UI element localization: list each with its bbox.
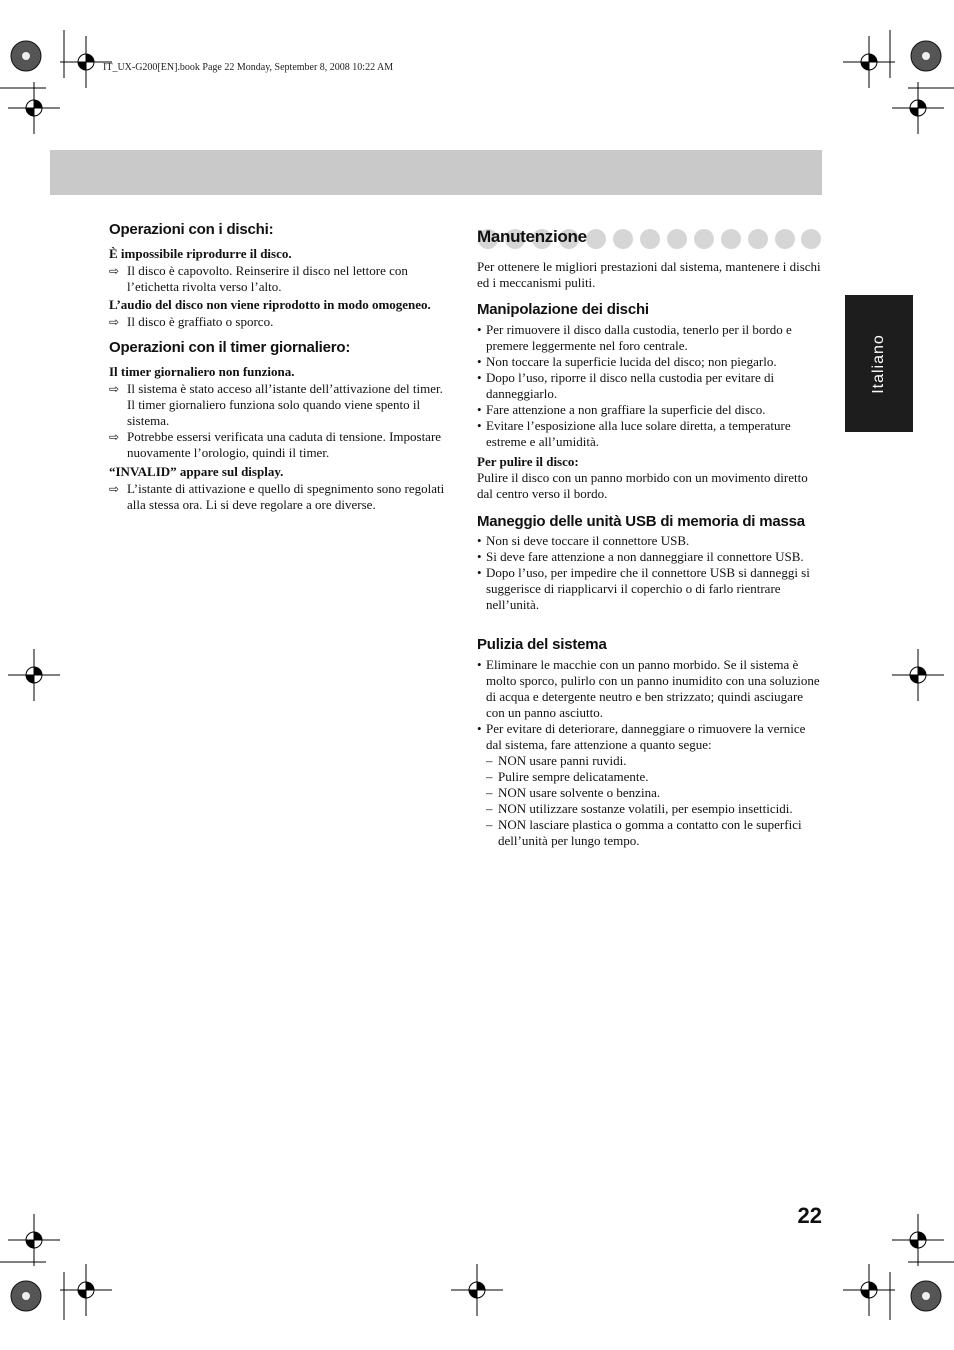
language-tab-label: Italiano	[870, 333, 887, 394]
list-subitem: – NON lasciare plastica o gomma a contatto con le superfici dell’unità per lungo tempo.	[486, 817, 802, 848]
left-section-disc	[109, 220, 454, 330]
problem-title: È impossibile riprodurre il disco.	[109, 246, 292, 261]
right-column	[477, 226, 822, 849]
arrow-icon: ⇨	[109, 430, 120, 444]
list-item: • Evitare l’esposizione alla luce solare diretta, a temperature estreme e all’umidità.	[477, 418, 791, 449]
list-item: • Non si deve toccare il connettore USB.	[477, 533, 690, 548]
list-item: • Non toccare la superficie lucida del disco; non piegarlo.	[477, 354, 777, 369]
list-item: • Per rimuovere il disco dalla custodia, tenerlo per il bordo e premere leggermente nel foro centrale.	[477, 322, 792, 353]
problem-title: “INVALID” appare sul display.	[109, 464, 284, 479]
page-title: Manutenzione	[477, 227, 587, 246]
section-heading: Manipolazione dei dischi	[477, 301, 649, 318]
list-subitem: – NON utilizzare sostanze volatili, per esempio insetticidi.	[486, 801, 793, 816]
arrow-icon: ⇨	[109, 382, 120, 396]
list-subitem: – NON usare solvente o benzina.	[486, 785, 661, 800]
section-heading: Pulizia del sistema	[477, 636, 607, 653]
solution-item: ⇨ L’istante di attivazione e quello di spegnimento sono regolati alla stessa ora. Li si deve regolare a ore diverse.	[109, 481, 445, 512]
solution-item: ⇨ Il disco è capovolto. Reinserire il disco nel lettore con l’etichetta rivolta verso l’alto.	[109, 263, 408, 294]
list-subitem: – Pulire sempre delicatamente.	[486, 769, 649, 784]
list-item: • Eliminare le macchie con un panno morbido. Se il sistema è molto sporco, pulirlo con un panno inumidito con una soluzione di acqua e detergente neutro e ben strizzato; quindi asciugare con un panno asciutto.	[477, 657, 820, 720]
left-section-timer	[109, 338, 454, 513]
section-heading: Maneggio delle unità USB di memoria di massa	[477, 513, 805, 530]
arrow-icon: ⇨	[109, 315, 120, 329]
section-title-row	[477, 226, 822, 250]
intro-text: Per ottenere le migliori prestazioni dal sistema, mantenere i dischi ed i meccanismi puliti.	[477, 259, 821, 290]
problem-title: L’audio del disco non viene riprodotto in modo omogeneo.	[109, 297, 431, 312]
section-heading: Operazioni con il timer giornaliero:	[109, 339, 351, 356]
problem-title: Il timer giornaliero non funziona.	[109, 364, 295, 379]
solution-item: ⇨ Il sistema è stato acceso all’istante dell’attivazione del timer. Il timer giornaliero funziona solo quando viene spento il sistema.	[109, 381, 443, 428]
solution-item: ⇨ Il disco è graffiato o sporco.	[109, 314, 274, 329]
header-band	[50, 150, 822, 195]
page-number: 22	[797, 1203, 822, 1228]
solution-item: ⇨ Potrebbe essersi verificata una caduta di tensione. Impostare nuovamente l’orologio, quindi il timer.	[109, 429, 442, 460]
list-item: • Dopo l’uso, per impedire che il connettore USB si danneggi si suggerisce di riapplicarvi il coperchio o di farlo rientrare nell’unità.	[477, 565, 810, 612]
subheading: Per pulire il disco:	[477, 454, 579, 469]
arrow-icon: ⇨	[109, 482, 120, 496]
header-file-info: IT_UX-G200[EN].book Page 22 Monday, September 8, 2008 10:22 AM	[103, 62, 394, 73]
left-column	[109, 220, 454, 513]
list-item: • Fare attenzione a non graffiare la superficie del disco.	[477, 402, 766, 417]
list-item: • Per evitare di deteriorare, danneggiare o rimuovere la vernice dal sistema, fare attenzione a quanto segue:	[477, 721, 806, 752]
section-heading: Operazioni con i dischi:	[109, 221, 274, 238]
list-item: • Si deve fare attenzione a non danneggiare il connettore USB.	[477, 549, 804, 564]
list-item: • Dopo l’uso, riporre il disco nella custodia per evitare di danneggiarlo.	[477, 370, 775, 401]
arrow-icon: ⇨	[109, 264, 120, 278]
list-subitem: – NON usare panni ruvidi.	[486, 753, 627, 768]
language-tab	[845, 295, 913, 432]
paragraph: Pulire il disco con un panno morbido con un movimento diretto dal centro verso il bordo.	[477, 470, 808, 501]
